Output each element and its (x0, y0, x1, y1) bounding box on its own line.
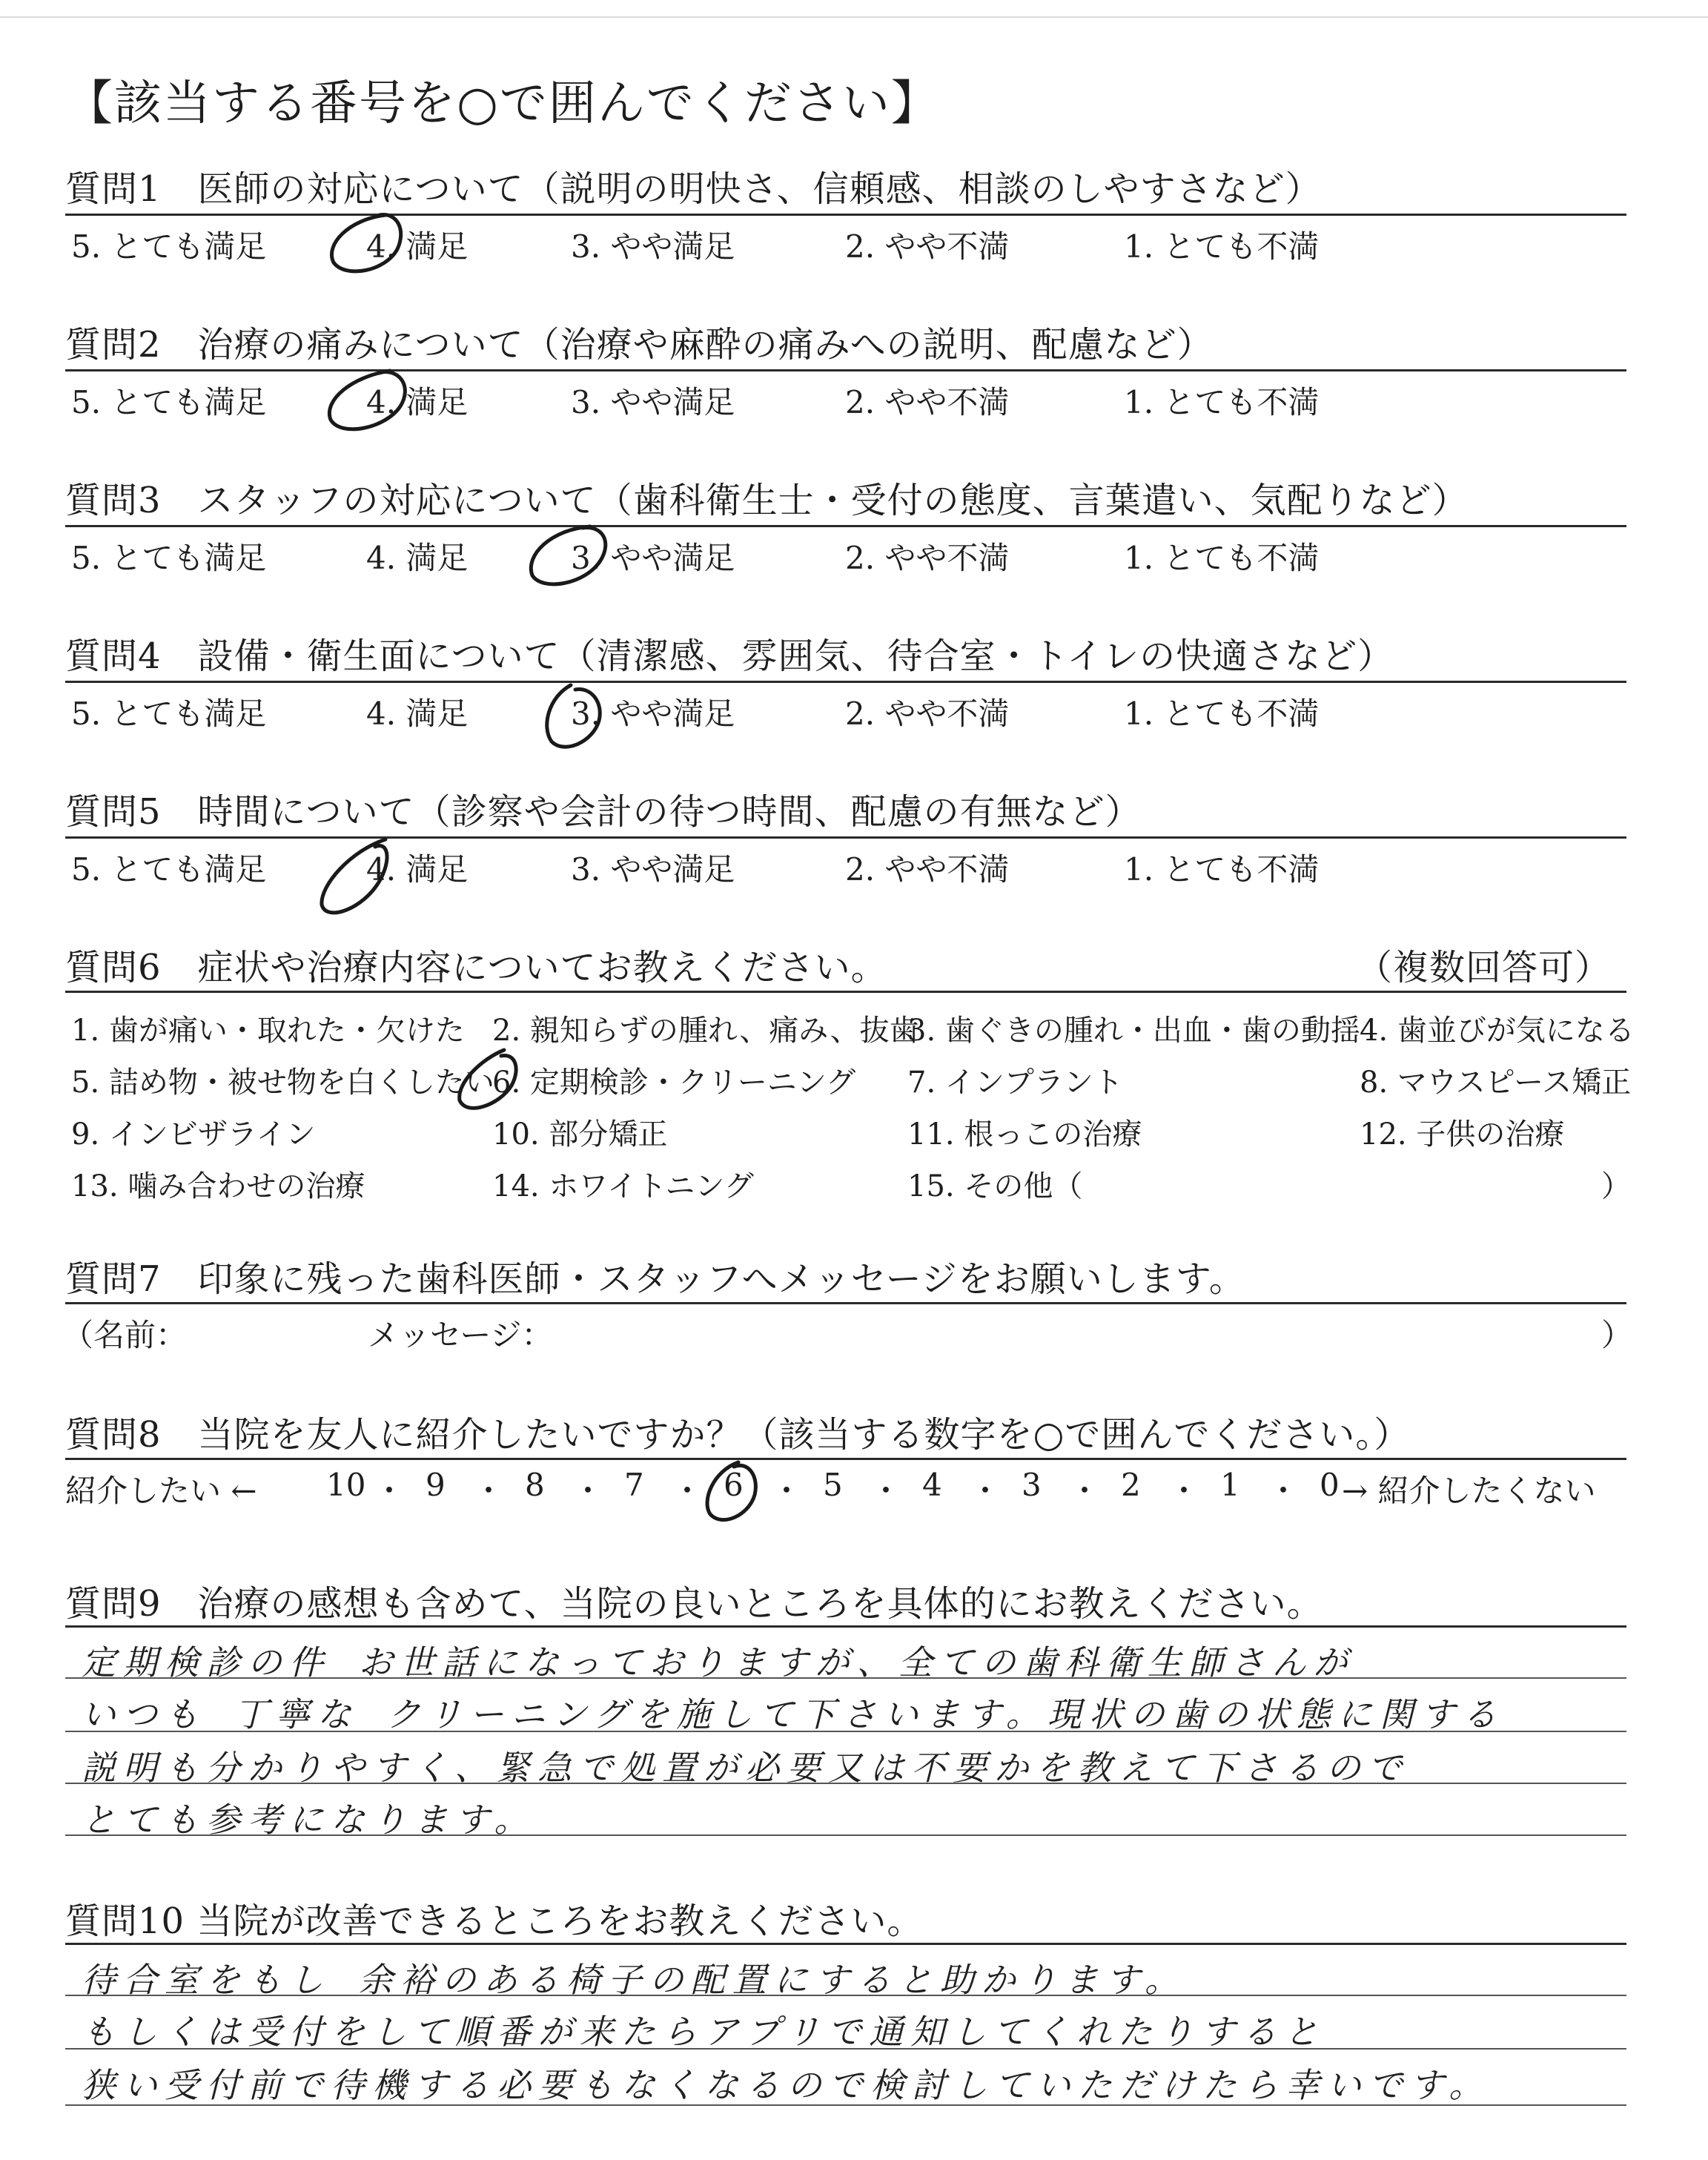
q3-option-5[interactable]: 5. とても満足 (71, 540, 267, 576)
q3-option-3[interactable]: 3. やや満足 (571, 540, 735, 576)
q4-option-4[interactable]: 4. 満足 (366, 696, 469, 732)
page-title: 【該当する番号を○で囲んでください】 (65, 76, 940, 131)
q7-close-paren: ） (1601, 1317, 1633, 1353)
q3-circle-mark (531, 526, 605, 584)
q6-item-7[interactable]: 7. インプラント (907, 1066, 1123, 1100)
q4-option-1[interactable]: 1. とても不満 (1124, 696, 1320, 732)
q6-item-11[interactable]: 11. 根っこの治療 (907, 1117, 1142, 1152)
q8-scale-separator: ・ (1069, 1473, 1101, 1509)
q6-item-9[interactable]: 9. インビザライン (71, 1117, 316, 1152)
q8-scale-4[interactable]: 4 (922, 1467, 942, 1503)
q5-option-2[interactable]: 2. やや不満 (845, 851, 1010, 888)
q6-item-13[interactable]: 13. 噛み合わせの治療 (71, 1169, 365, 1203)
q8-scale-1[interactable]: 1 (1220, 1467, 1240, 1503)
q5-option-5[interactable]: 5. とても満足 (71, 851, 267, 888)
q3-option-2[interactable]: 2. やや不満 (845, 540, 1010, 576)
q6-other-close-paren: ） (1601, 1169, 1631, 1203)
q1-option-4[interactable]: 4. 満足 (366, 228, 469, 265)
q2-circle-mark (329, 371, 405, 429)
q9-answer-line-1: 定期検診の件 お世話になっておりますが、全ての歯科衛生師さんが (82, 1642, 1355, 1682)
q7-name-label: （名前： (62, 1317, 188, 1353)
q8-scale-3[interactable]: 3 (1022, 1467, 1042, 1503)
q6-item-12[interactable]: 12. 子供の治療 (1360, 1117, 1565, 1152)
q6-title: 質問6 症状や治療内容についてお教えください。 (65, 947, 887, 988)
q2-title: 質問2 治療の痛みについて（治療や麻酔の痛みへの説明、配慮など） (65, 324, 1214, 366)
q6-item-8[interactable]: 8. マウスピース矯正 (1360, 1066, 1632, 1100)
q10-answer-line-3: 狭い受付前で待機する必要もなくなるので検討していただけたら幸いです。 (82, 2065, 1491, 2105)
q6-item-3[interactable]: 3. 歯ぐきの腫れ・出血・歯の動揺 (907, 1014, 1360, 1048)
q6-note: （複数回答可） (1357, 947, 1612, 988)
q8-scale-0[interactable]: 0 (1320, 1467, 1340, 1503)
q9-answer-line-3: 説明も分かりやすく、緊急で処置が必要又は不要かを教えて下さるので (82, 1748, 1410, 1788)
q4-option-2[interactable]: 2. やや不満 (845, 696, 1010, 732)
q10-answer-line-1: 待合室をもし 余裕のある椅子の配置にすると助かります。 (82, 1960, 1187, 2000)
q3-option-1[interactable]: 1. とても不満 (1124, 540, 1320, 576)
q8-title: 質問8 当院を友人に紹介したいですか？（該当する数字を○で囲んでください。） (65, 1414, 1411, 1456)
q6-item-2[interactable]: 2. 親知らずの腫れ、痛み、抜歯 (492, 1014, 919, 1048)
q6-item-6[interactable]: 6. 定期検診・クリーニング (492, 1066, 856, 1100)
q8-scale-10[interactable]: 10 (326, 1467, 366, 1503)
q10-answer-line-2: もしくは受付をして順番が来たらアプリで通知してくれたりすると (82, 2012, 1326, 2052)
q6-item-1[interactable]: 1. 歯が痛い・取れた・欠けた (71, 1014, 465, 1048)
q9-answer-line-4: とても参考になります。 (82, 1800, 536, 1840)
q8-scale-separator: ・ (1268, 1473, 1300, 1509)
q5-option-4[interactable]: 4. 満足 (366, 851, 469, 888)
q6-item-4[interactable]: 4. 歯並びが気になる (1360, 1014, 1635, 1048)
q3-title: 質問3 スタッフの対応について（歯科衛生士・受付の態度、言葉遣い、気配りなど） (65, 480, 1469, 521)
q6-circle-mark (460, 1050, 516, 1108)
q8-scale-separator: ・ (870, 1473, 902, 1509)
q8-scale-separator: ・ (970, 1473, 1002, 1509)
q6-item-15[interactable]: 15. その他（ (907, 1169, 1083, 1203)
q4-option-5[interactable]: 5. とても満足 (71, 696, 267, 732)
q5-circle-mark (322, 839, 387, 913)
q1-title: 質問1 医師の対応について（説明の明快さ、信頼感、相談のしやすさなど） (65, 168, 1322, 210)
q8-circle-mark (707, 1462, 755, 1520)
q8-scale-8[interactable]: 8 (525, 1467, 545, 1503)
q2-option-5[interactable]: 5. とても満足 (71, 384, 267, 420)
q8-scale-separator: ・ (672, 1473, 704, 1509)
q1-option-3[interactable]: 3. やや満足 (571, 228, 735, 265)
q6-item-14[interactable]: 14. ホワイトニング (492, 1169, 754, 1203)
q8-right-label: → 紹介したくない (1342, 1473, 1596, 1509)
q8-scale-9[interactable]: 9 (426, 1467, 446, 1503)
q7-title: 質問7 印象に残った歯科医師・スタッフへメッセージをお願いします。 (65, 1258, 1245, 1300)
q8-scale-separator: ・ (572, 1473, 604, 1509)
q10-title: 質問10 当院が改善できるところをお教えください。 (65, 1900, 924, 1942)
q6-item-5[interactable]: 5. 詰め物・被せ物を白くしたい (71, 1066, 494, 1100)
q8-scale-7[interactable]: 7 (624, 1467, 644, 1503)
q8-scale-separator: ・ (374, 1473, 406, 1509)
q8-scale-separator: ・ (473, 1473, 505, 1509)
q1-option-5[interactable]: 5. とても満足 (71, 228, 267, 265)
q7-message-label: メッセージ： (368, 1317, 553, 1353)
q1-option-2[interactable]: 2. やや不満 (845, 228, 1010, 265)
q4-option-3[interactable]: 3. やや満足 (571, 696, 735, 732)
q2-option-4[interactable]: 4. 満足 (366, 384, 469, 420)
q1-circle-mark (331, 215, 400, 271)
q8-scale-separator: ・ (771, 1473, 803, 1509)
q3-option-4[interactable]: 4. 満足 (366, 540, 469, 576)
q8-scale-5[interactable]: 5 (823, 1467, 843, 1503)
q2-option-1[interactable]: 1. とても不満 (1124, 384, 1320, 420)
q4-title: 質問4 設備・衛生面について（清潔感、雰囲気、待合室・トイレの快適さなど） (65, 635, 1394, 677)
q1-option-1[interactable]: 1. とても不満 (1124, 228, 1320, 265)
q8-left-label: 紹介したい ← (65, 1473, 257, 1509)
q2-option-3[interactable]: 3. やや満足 (571, 384, 735, 420)
q5-option-1[interactable]: 1. とても不満 (1124, 851, 1320, 888)
q8-scale-2[interactable]: 2 (1121, 1467, 1141, 1503)
q4-circle-mark (547, 685, 600, 747)
q5-title: 質問5 時間について（診察や会計の待つ時間、配慮の有無など） (65, 791, 1142, 833)
q8-scale-separator: ・ (1168, 1473, 1200, 1509)
q8-scale-6[interactable]: 6 (724, 1467, 744, 1503)
q5-option-3[interactable]: 3. やや満足 (571, 851, 735, 888)
q6-item-10[interactable]: 10. 部分矯正 (492, 1117, 668, 1152)
q9-answer-line-2: いつも 丁寧な クリーニングを施して下さいます。現状の歯の状態に関する (82, 1694, 1504, 1734)
q9-title: 質問9 治療の感想も含めて、当院の良いところを具体的にお教えください。 (65, 1583, 1323, 1625)
q2-option-2[interactable]: 2. やや不満 (845, 384, 1010, 420)
